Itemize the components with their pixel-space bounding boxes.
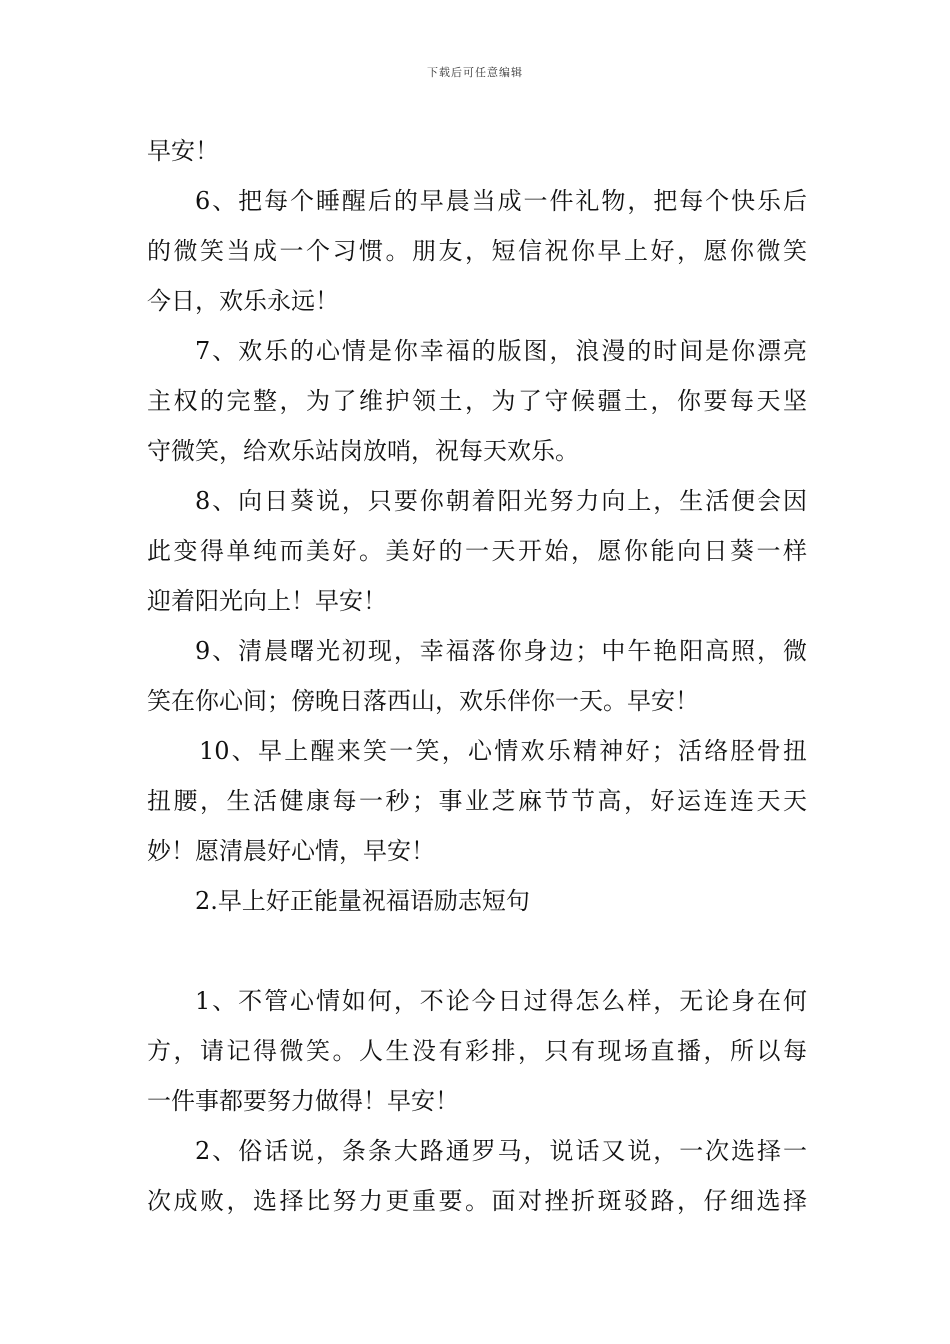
paragraph-line: 今日，欢乐永远！ <box>147 287 339 315</box>
section-heading: 2.早上好正能量祝福语励志短句 <box>195 887 530 915</box>
paragraph-line: 2、俗话说，条条大路通罗马，说话又说，一次选择一 <box>195 1137 807 1165</box>
paragraph-line: 6、把每个睡醒后的早晨当成一件礼物，把每个快乐后 <box>195 187 807 215</box>
page-header-note: 下载后可任意编辑 <box>427 66 523 79</box>
paragraph-line: 的微笑当成一个习惯。朋友，短信祝你早上好，愿你微笑 <box>147 237 807 265</box>
paragraph-line: 迎着阳光向上！早安！ <box>147 587 387 615</box>
paragraph-line: 早安！ <box>147 137 219 165</box>
paragraph-line: 8、向日葵说，只要你朝着阳光努力向上，生活便会因 <box>195 487 807 515</box>
paragraph-line: 次成败，选择比努力更重要。面对挫折斑驳路，仔细选择 <box>147 1187 807 1215</box>
paragraph-line: 一件事都要努力做得！早安！ <box>147 1087 459 1115</box>
paragraph-line: 笑在你心间；傍晚日落西山，欢乐伴你一天。早安！ <box>147 687 699 715</box>
paragraph-line: 扭腰，生活健康每一秒；事业芝麻节节高，好运连连天天 <box>147 787 807 815</box>
paragraph-line: 守微笑，给欢乐站岗放哨，祝每天欢乐。 <box>147 437 579 465</box>
paragraph-line: 10、早上醒来笑一笑，心情欢乐精神好；活络胫骨扭 <box>199 737 807 765</box>
paragraph-line: 1、不管心情如何，不论今日过得怎么样，无论身在何 <box>195 987 807 1015</box>
paragraph-line: 7、欢乐的心情是你幸福的版图，浪漫的时间是你漂亮 <box>195 337 807 365</box>
paragraph-line: 此变得单纯而美好。美好的一天开始，愿你能向日葵一样 <box>147 537 807 565</box>
paragraph-line: 方，请记得微笑。人生没有彩排，只有现场直播，所以每 <box>147 1037 807 1065</box>
paragraph-line: 9、清晨曙光初现，幸福落你身边；中午艳阳高照，微 <box>195 637 807 665</box>
document-body <box>147 126 807 1226</box>
blank-line <box>147 926 807 976</box>
paragraph-line: 主权的完整，为了维护领土，为了守候疆土，你要每天坚 <box>147 387 807 415</box>
paragraph-line: 妙！愿清晨好心情，早安！ <box>147 837 435 865</box>
